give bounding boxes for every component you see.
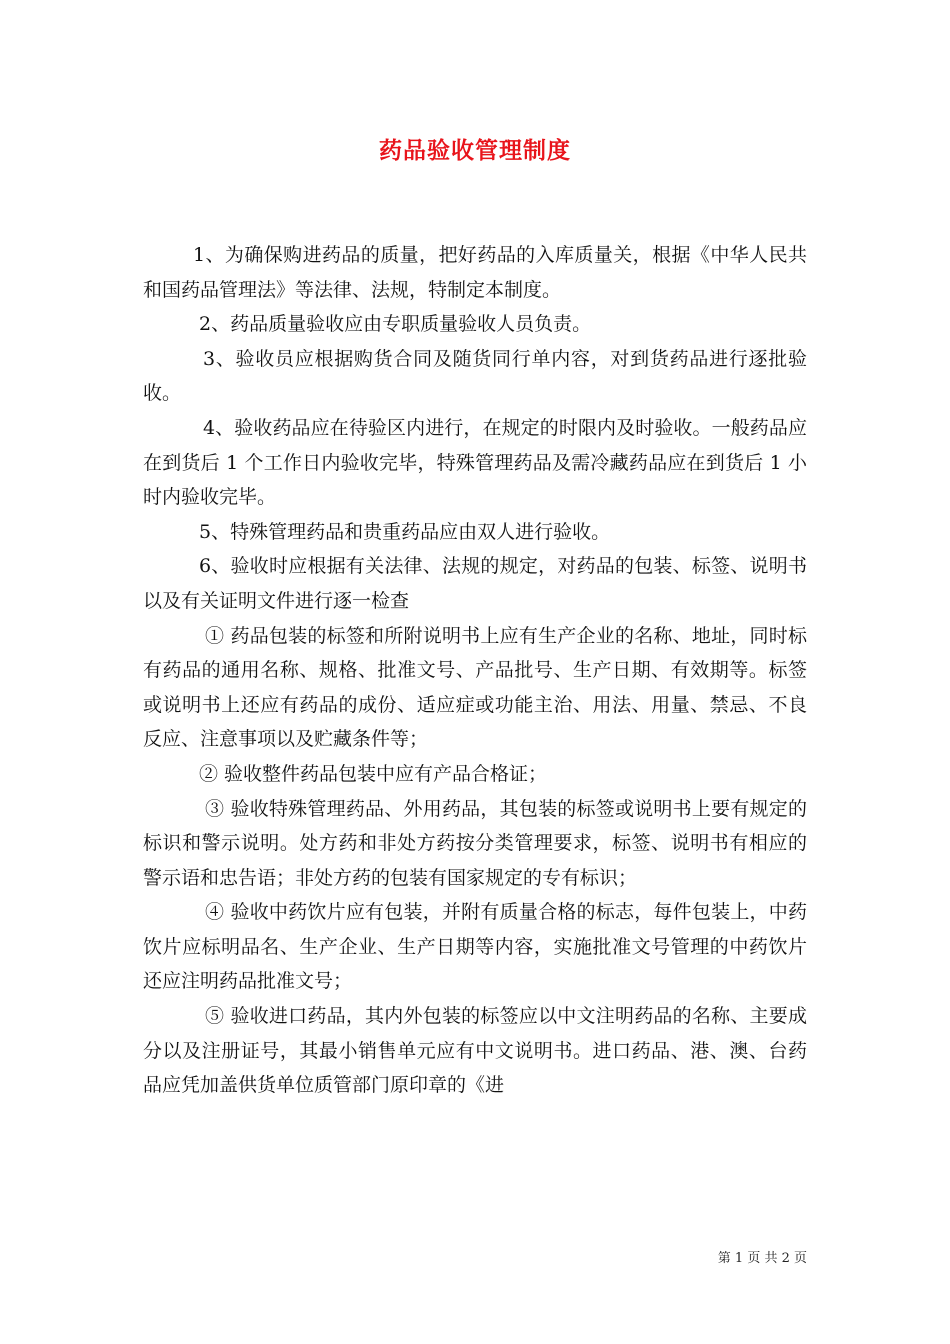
paragraph-5: 5、特殊管理药品和贵重药品应由双人进行验收。: [199, 520, 611, 543]
paragraph-item-4: ④ 验收中药饮片应有包装，并附有质量合格的标志，每件包装上，中药饮片应标明品名、生产企业、生产日期等内容，实施批准文号管理的中药饮片还应注明药品批准文号；: [143, 901, 807, 993]
paragraph-6: 6、验收时应根据有关法律、法规的规定，对药品的包装、标签、说明书以及有关证明文件进行逐一检查: [143, 555, 807, 612]
paragraph-item-5: ⑤ 验收进口药品，其内外包装的标签应以中文注明药品的名称、主要成分以及注册证号，其最小销售单元应有中文说明书。进口药品、港、澳、台药品应凭加盖供货单位质管部门原印章的《进: [143, 1005, 807, 1097]
page-number: 第 1 页 共 2 页: [717, 1251, 807, 1266]
paragraph-3: 3、验收员应根据购货合同及随货同行单内容，对到货药品进行逐批验收。: [143, 347, 807, 405]
page-footer: [0, 1250, 950, 1268]
paragraph-item-3: ③ 验收特殊管理药品、外用药品，其包装的标签或说明书上要有规定的标识和警示说明。处方药和非处方药按分类管理要求，标签、说明书有相应的警示语和忠告语；非处方药的包装有国家规定的专有标识；: [143, 797, 807, 889]
document-body: [143, 238, 807, 1103]
paragraph-item-1: ① 药品包装的标签和所附说明书上应有生产企业的名称、地址，同时标有药品的通用名称、规格、批准文号、产品批号、生产日期、有效期等。标签或说明书上还应有药品的成份、适应症或功能主治、用法、用量、禁忌、不良反应、注意事项以及贮藏条件等；: [143, 624, 807, 751]
paragraph-2: 2、药品质量验收应由专职质量验收人员负责。: [199, 313, 592, 336]
paragraph-1: 1、为确保购进药品的质量，把好药品的入库质量关，根据《中华人民共和国药品管理法》等法律、法规，特制定本制度。: [143, 244, 807, 301]
paragraph-4: 4、验收药品应在待验区内进行，在规定的时限内及时验收。一般药品应在到货后 1 个工作日内验收完毕，特殊管理药品及需冷藏药品应在到货后 1 小时内验收完毕。: [143, 416, 807, 509]
paragraph-item-2: ② 验收整件药品包装中应有产品合格证；: [199, 762, 548, 785]
document-title: 药品验收管理制度: [379, 137, 571, 164]
